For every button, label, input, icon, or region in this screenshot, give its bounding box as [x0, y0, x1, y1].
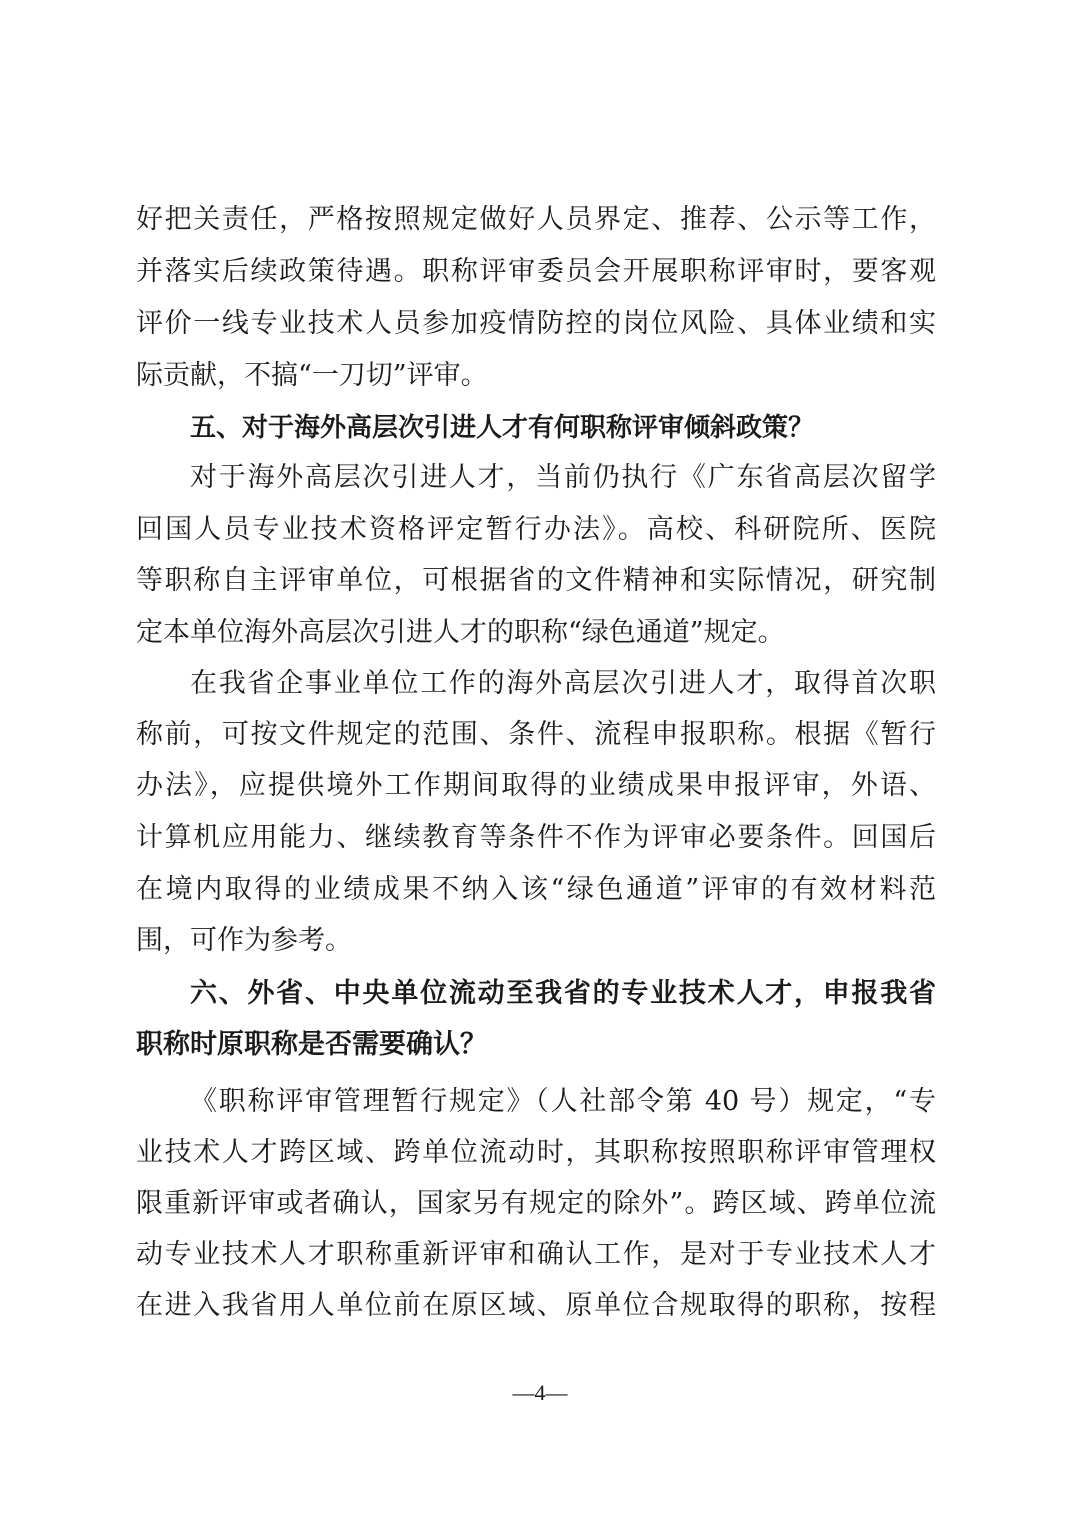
paragraph-1-line-1: 好把关责任，严格按照规定做好人员界定、推荐、公示等工作， [136, 204, 936, 235]
paragraph-2-line-3: 等职称自主评审单位，可根据省的文件精神和实际情况，研究制 [136, 565, 936, 596]
paragraph-4-line-2: 业技术人才跨区域、跨单位流动时，其职称按照职称评审管理权 [136, 1137, 936, 1168]
paragraph-3-line-6: 围，可作为参考。 [136, 925, 352, 956]
paragraph-2-line-1: 对于海外高层次引进人才，当前仍执行《广东省高层次留学 [190, 462, 936, 493]
section-heading-6-line-1: 六、外省、中央单位流动至我省的专业技术人才，申报我省 [190, 978, 936, 1009]
paragraph-4-line-5: 在进入我省用人单位前在原区域、原单位合规取得的职称，按程 [136, 1290, 936, 1321]
section-heading-5: 五、对于海外高层次引进人才有何职称评审倾斜政策？ [190, 413, 815, 443]
page-number: —4— [512, 1380, 568, 1405]
section-heading-6-line-2: 职称时原职称是否需要确认？ [136, 1029, 487, 1060]
paragraph-1-line-4: 际贡献，不搞“一刀切”评审。 [136, 360, 488, 391]
paragraph-4-line-1: 《职称评审管理暂行规定》（人社部令第 40 号）规定，“专 [190, 1086, 936, 1117]
paragraph-2-line-2: 回国人员专业技术资格评定暂行办法》。高校、科研院所、医院 [136, 514, 936, 545]
paragraph-4-line-4: 动专业技术人才职称重新评审和确认工作，是对于专业技术人才 [136, 1239, 936, 1270]
paragraph-3-line-1: 在我省企事业单位工作的海外高层次引进人才，取得首次职 [190, 668, 936, 699]
paragraph-3-line-2: 称前，可按文件规定的范围、条件、流程申报职称。根据《暂行 [136, 719, 936, 750]
paragraph-1-line-3: 评价一线专业技术人员参加疫情防控的岗位风险、具体业绩和实 [136, 308, 936, 339]
paragraph-3-line-3: 办法》，应提供境外工作期间取得的业绩成果申报评审，外语、 [136, 770, 936, 801]
paragraph-1-line-2: 并落实后续政策待遇。职称评审委员会开展职称评审时，要客观 [136, 256, 936, 287]
paragraph-3-line-4: 计算机应用能力、继续教育等条件不作为评审必要条件。回国后 [136, 822, 936, 853]
paragraph-2-line-4: 定本单位海外高层次引进人才的职称“绿色通道”规定。 [136, 617, 785, 648]
paragraph-4-line-3: 限重新评审或者确认，国家另有规定的除外”。跨区域、跨单位流 [136, 1188, 936, 1219]
paragraph-3-line-5: 在境内取得的业绩成果不纳入该“绿色通道”评审的有效材料范 [136, 874, 936, 905]
